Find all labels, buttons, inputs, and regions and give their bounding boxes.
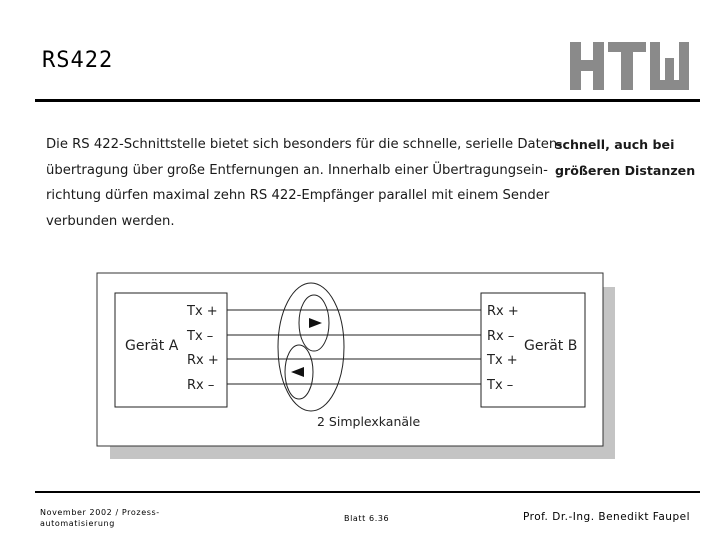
- intro-line: verbunden werden.: [46, 213, 175, 229]
- device-a-label: Gerät A: [125, 338, 179, 354]
- channel-label: 2 Simplexkanäle: [317, 414, 421, 429]
- footer-rule: [35, 491, 700, 493]
- intro-line: richtung dürfen maximal zehn RS 422-Empfänger parallel mit einem Sender: [46, 188, 550, 204]
- intro-paragraph: [46, 132, 562, 234]
- signal-label-a: Rx +: [187, 353, 219, 368]
- signal-label-a: Tx +: [187, 304, 218, 319]
- footer-page-number: Blatt 6.36: [344, 514, 390, 523]
- signal-label-a: Tx –: [187, 329, 214, 344]
- htw-logo: [568, 40, 692, 92]
- signal-label-b: Rx +: [487, 304, 519, 319]
- signal-label-b: Tx +: [487, 353, 518, 368]
- footer-date: [40, 507, 160, 529]
- footer-date-line: November 2002 / Prozess-: [40, 508, 160, 517]
- side-note: [555, 132, 695, 183]
- slide-title: RS422: [42, 48, 114, 73]
- signal-label-a: Rx –: [187, 378, 215, 393]
- device-b-label: Gerät B: [524, 338, 578, 354]
- side-note-line: schnell, auch bei: [555, 137, 675, 152]
- side-note-line: größeren Distanzen: [555, 162, 696, 178]
- footer-date-line: automatisierung: [40, 519, 115, 528]
- header-rule: [35, 99, 700, 102]
- signal-label-b: Tx –: [487, 378, 514, 393]
- footer-author: Prof. Dr.-Ing. Benedikt Faupel: [522, 511, 690, 523]
- intro-line: übertragung über große Entfernungen an. Innerhalb einer Übertragungsein-: [46, 162, 548, 178]
- signal-label-b: Rx –: [487, 329, 515, 344]
- rs422-diagram: [95, 270, 617, 460]
- intro-line: Die RS 422-Schnittstelle bietet sich besonders für die schnelle, serielle Daten-: [46, 137, 562, 152]
